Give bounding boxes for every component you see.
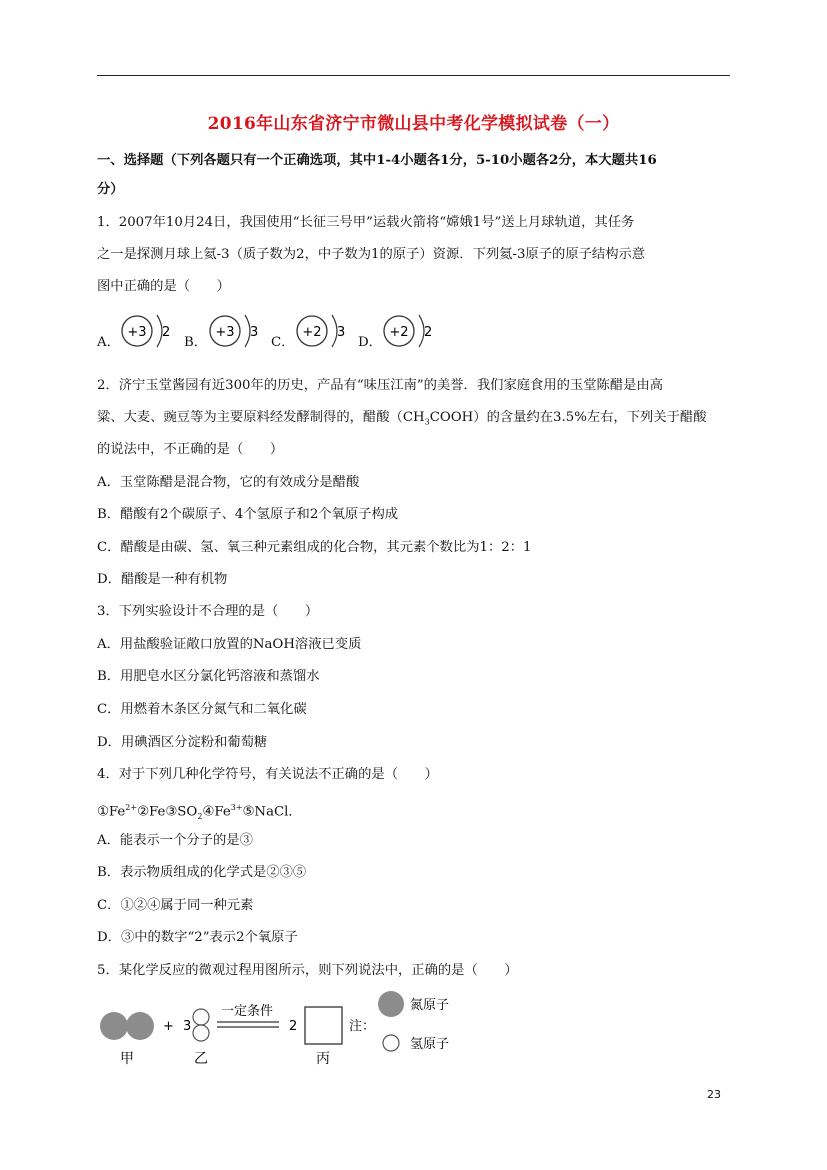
q4-symbol-1-charge: 2+ [125, 803, 138, 812]
q4-option-c: C．①②④属于同一种元素 [97, 898, 254, 913]
q1-option-d-nucleus: +2 [389, 325, 409, 340]
q2-stem-line3: 的说法中，不正确的是（ ） [97, 442, 284, 457]
legend-hydrogen-atom-icon [383, 1035, 399, 1051]
q1-option-b-electrons: 3 [250, 325, 259, 340]
q4-option-d: D．③中的数字“2”表示2个氧原子 [97, 930, 298, 945]
q5-coefficient-c: 2 [289, 1019, 298, 1034]
q2-stem-line2 [97, 409, 707, 432]
q1-option-b-letter: B． [184, 335, 208, 350]
q5-stem: 5．某化学反应的微观过程用图所示，则下列说法中，正确的是（ ） [97, 963, 518, 978]
q5-condition-text: 一定条件 [220, 1004, 274, 1019]
q2-stem-line2-part2: COOH）的含量约在3.5%左右，下列关于醋酸 [429, 410, 707, 425]
q1-option-a-nucleus: +3 [127, 325, 147, 340]
q5-legend-hydrogen: 氢原子 [410, 1037, 450, 1052]
q5-legend-nitrogen: 氮原子 [410, 998, 450, 1013]
q4-option-a: A．能表示一个分子的是③ [97, 833, 253, 848]
q3-option-a: A．用盐酸验证敞口放置的NaOH溶液已变质 [97, 637, 362, 652]
q1-stem-line1: 1．2007年10月24日，我国使用“长征三号甲”运载火箭将“嫦娥1号”送上月球轨道，其任务 [97, 215, 635, 230]
q4-symbol-4-charge: 3+ [230, 803, 243, 812]
q4-option-b: B．表示物质组成的化学式是②③⑤ [97, 865, 307, 880]
q4-symbol-2-3: ②Fe③SO [137, 804, 198, 820]
q5-note-label: 注： [349, 1019, 376, 1034]
q2-stem-line2-part1: 粱、大麦、豌豆等为主要原料经发酵制得的，醋酸（CH [97, 410, 425, 425]
q1-option-b-nucleus: +3 [215, 325, 235, 340]
q4-symbol-1: ①Fe [97, 804, 126, 820]
q2-option-d: D．醋酸是一种有机物 [97, 572, 228, 587]
q1-option-d-electrons: 2 [424, 325, 433, 340]
q2-option-a: A．玉堂陈醋是混合物，它的有效成分是醋酸 [97, 475, 360, 490]
q5-reaction-diagram [97, 987, 459, 1067]
q4-symbol-5: ⑤NaCl． [242, 804, 302, 820]
q1-option-a-atom-diagram [117, 307, 177, 355]
q4-stem: 4．对于下列几种化学符号，有关说法不正确的是（ ） [97, 767, 438, 782]
q1-option-a-electrons: 2 [162, 325, 171, 340]
nitrogen-atom-icon [126, 1012, 154, 1040]
q2-stem-line1: 2．济宁玉堂酱园有近300年的历史，产品有“味压江南”的美誉．我们家庭食用的玉堂陈醋是由高 [97, 378, 664, 393]
q3-option-b: B．用肥皂水区分氯化钙溶液和蒸馏水 [97, 669, 320, 684]
q3-option-d: D．用碘酒区分淀粉和葡萄糖 [97, 735, 268, 750]
q2-option-b: B．醋酸有2个碳原子、4个氢原子和2个氧原子构成 [97, 507, 399, 522]
q2-formula-subscript: 3 [424, 417, 430, 427]
q5-label-bing: 丙 [316, 1051, 330, 1067]
nitrogen-atom-icon [100, 1012, 128, 1040]
q4-symbol-3-subscript: 2 [197, 812, 203, 822]
q1-option-c-nucleus: +2 [302, 325, 322, 340]
q4-symbol-4: ④Fe [202, 804, 231, 820]
page-title: 2016年山东省济宁市微山县中考化学模拟试卷（一） [207, 114, 620, 134]
hydrogen-atom-icon [193, 1025, 209, 1041]
q5-coefficient-b: 3 [183, 1019, 192, 1034]
q1-option-d-atom-diagram [379, 307, 439, 355]
q1-option-c-atom-diagram [292, 307, 352, 355]
hydrogen-atom-icon [193, 1009, 209, 1025]
q1-stem-line3: 图中正确的是（ ） [97, 279, 230, 294]
q5-label-jia: 甲 [120, 1051, 134, 1067]
q3-option-c: C．用燃着木条区分氮气和二氧化碳 [97, 702, 307, 717]
header-rule [97, 75, 730, 76]
q1-option-b-atom-diagram [205, 307, 265, 355]
q1-stem-line2: 之一是探测月球上氦-3（质子数为2，中子数为1的原子）资源．下列氦-3原子的原子结构示意 [97, 247, 646, 262]
section-heading-line2: 分） [97, 182, 124, 197]
q1-option-a-letter: A． [97, 335, 120, 350]
q2-option-c: C．醋酸是由碳、氢、氧三种元素组成的化合物，其元素个数比为1：2：1 [97, 540, 532, 555]
q1-option-c-letter: C． [271, 335, 295, 350]
q4-chemical-symbols [97, 799, 302, 826]
q1-option-c-electrons: 3 [337, 325, 346, 340]
page-number: 23 [707, 1088, 721, 1101]
q5-plus-sign: + [163, 1019, 174, 1034]
q3-stem: 3．下列实验设计不合理的是（ ） [97, 604, 319, 619]
q1-option-d-letter: D． [358, 335, 382, 350]
q5-product-box [305, 1007, 342, 1044]
legend-nitrogen-atom-icon [378, 991, 404, 1017]
section-heading-line1: 一、选择题（下列各题只有一个正确选项，其中1-4小题各1分，5-10小题各2分，本大题共16 [97, 153, 657, 168]
q5-label-yi: 乙 [194, 1051, 208, 1067]
